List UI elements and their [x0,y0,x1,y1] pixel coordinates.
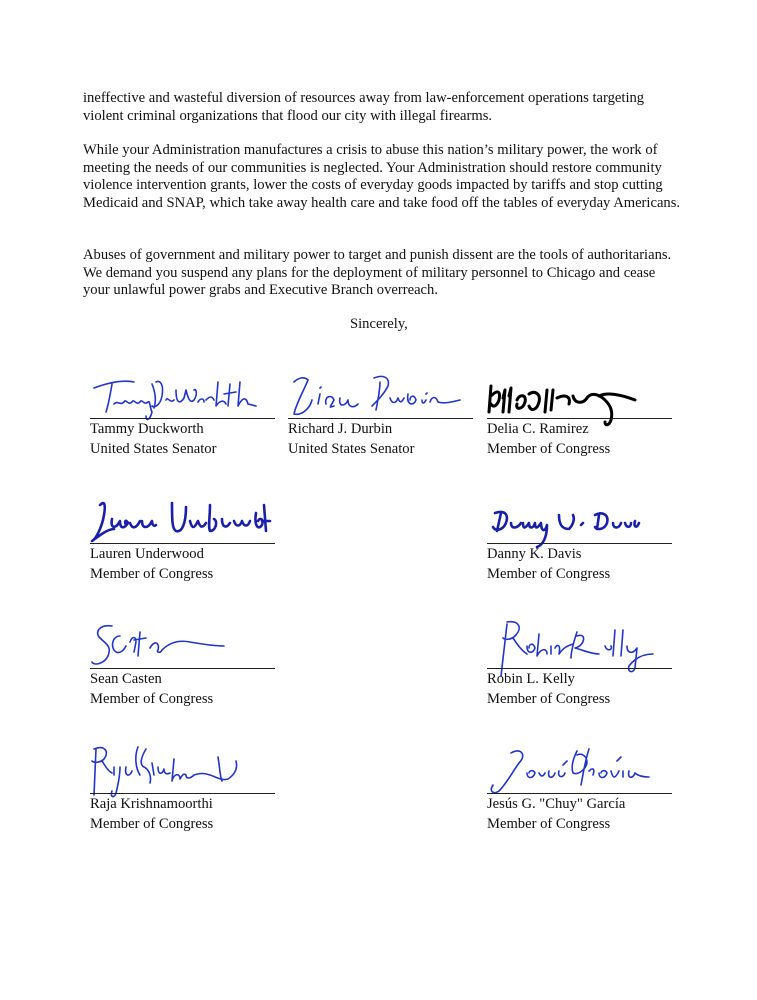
signature-line [90,793,275,794]
signature-casten [90,610,280,680]
signatory-title: United States Senator [288,441,415,457]
signatory-title: United States Senator [90,441,217,457]
signatory-name: Danny K. Davis [487,546,582,562]
signature-line [487,668,672,669]
signature-line [487,793,672,794]
signature-ramirez [487,360,677,430]
letter-paragraph: Abuses of government and military power to target and punish dissent are the tools of authoritarians. We demand you suspend any plans for the deployment of military personnel to Chicago and cease your unlawful power grabs and Executive Branch overreach. [83,247,672,299]
signatory-name: Sean Casten [90,671,162,687]
signature-line [487,543,672,544]
signature-line [288,418,473,419]
signature-line [487,418,672,419]
signatory-name: Delia C. Ramirez [487,421,589,437]
signatory-title: Member of Congress [487,441,611,457]
signature-durbin [288,360,478,430]
signature-block-durbin [288,360,478,455]
signature-block-duckworth [90,360,280,455]
signatory-title: Member of Congress [90,691,214,707]
signature-block-casten [90,610,280,705]
signatory-name: Robin L. Kelly [487,671,575,687]
signature-block-davis [487,485,677,580]
signature-line [90,668,275,669]
signatory-title: Member of Congress [487,816,611,832]
signature-underwood [90,485,280,555]
signatory-title: Member of Congress [487,691,611,707]
signatory-name: Richard J. Durbin [288,421,393,437]
signature-block-ramirez [487,360,677,455]
signature-duckworth [90,360,280,430]
signatory-name: Tammy Duckworth [90,421,204,437]
signature-block-garcia [487,735,677,830]
signatory-title: Member of Congress [487,566,611,582]
signature-davis [487,485,677,555]
signatory-name: Lauren Underwood [90,546,204,562]
signature-line [90,418,275,419]
signature-block-kelly [487,610,677,705]
signatory-name: Jesús G. "Chuy" García [487,796,626,812]
signatory-name: Raja Krishnamoorthi [90,796,213,812]
signature-garcia [487,735,677,805]
signature-block-underwood [90,485,280,580]
letter-paragraph: ineffective and wasteful diversion of resources away from law-enforcement operations targeting violent criminal organizations that flood our city with illegal firearms. [83,90,645,124]
signature-kelly [487,610,677,680]
signature-krishnamoorthi [90,735,280,805]
letter-closing: Sincerely, [350,316,408,332]
letter-paragraph: While your Administration manufactures a crisis to abuse this nation’s military power, the work of meeting the needs of our communities is neglected. Your Administration should restore community violence intervention grants, lower the costs of everyday goods impacted by tariffs and stop cutting Medicaid and SNAP, which take away health care and take food off the tables of everyday Americans. [83,142,681,211]
signature-line [90,543,275,544]
signature-block-krishnamoorthi [90,735,280,830]
signatory-title: Member of Congress [90,816,214,832]
signatory-title: Member of Congress [90,566,214,582]
